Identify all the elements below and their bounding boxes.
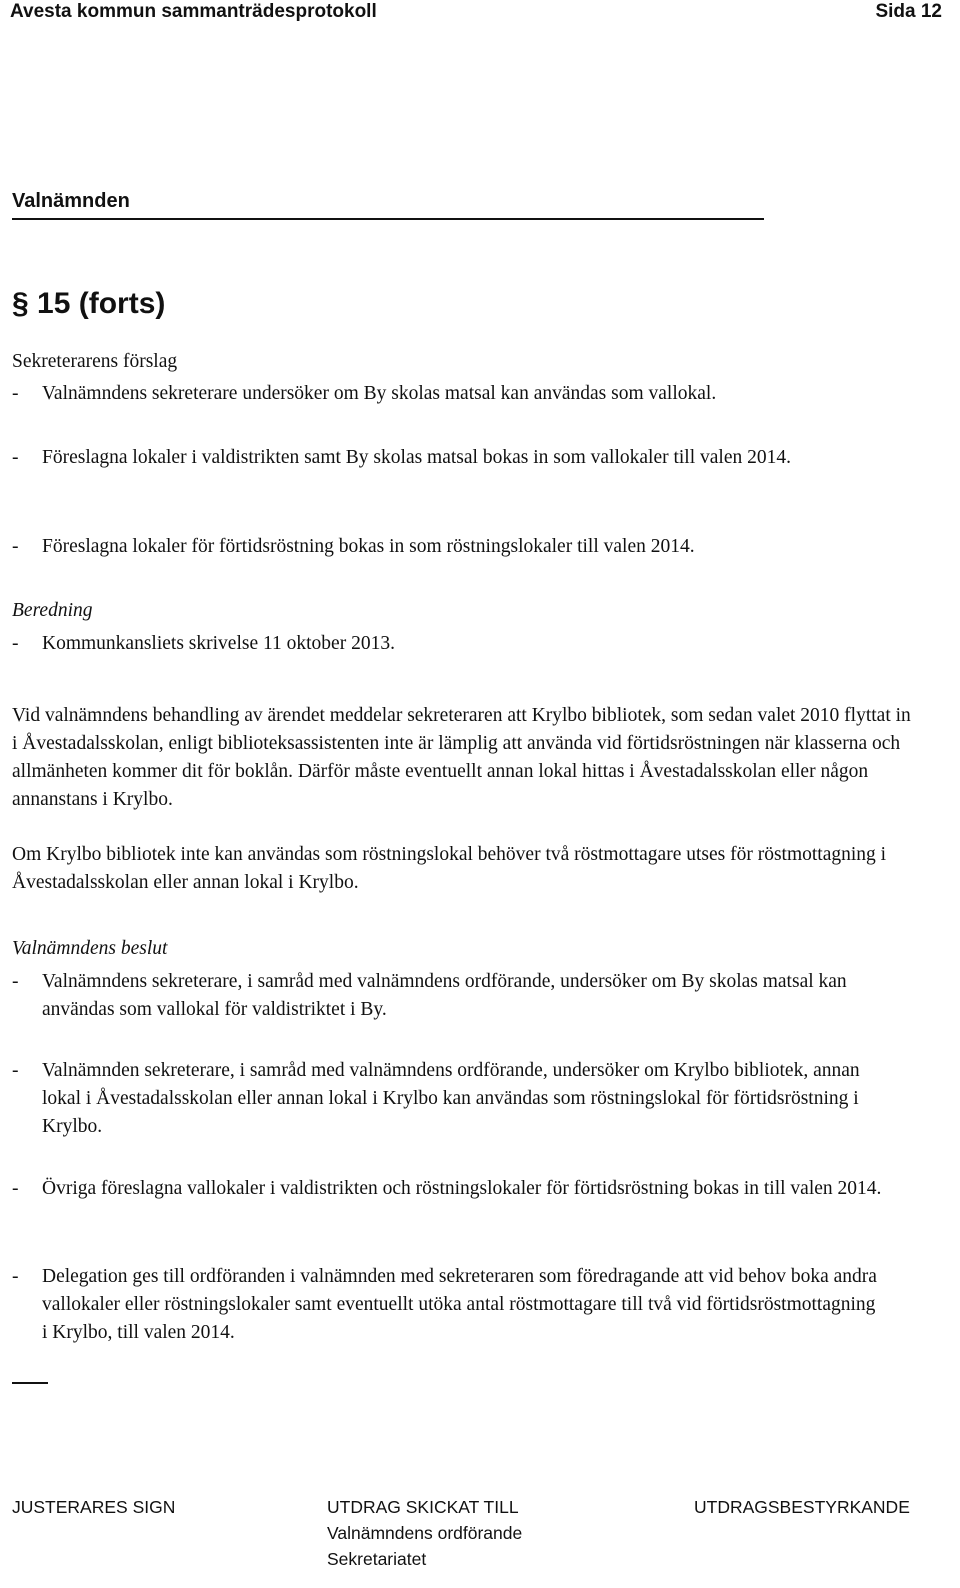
proposal-item-text: Valnämndens sekreterare undersöker om By skolas matsal kan användas som vallokal. <box>42 383 717 404</box>
bullet-dash: - <box>12 971 19 992</box>
closing-rule <box>12 1382 48 1384</box>
document-title: Avesta kommun sammanträdesprotokoll <box>10 1 377 22</box>
committee-name: Valnämnden <box>12 190 130 212</box>
decision-item <box>12 1263 882 1347</box>
bullet-dash: - <box>12 1060 19 1081</box>
footer-utdragsbestyrkande: UTDRAGSBESTYRKANDE <box>694 1497 910 1517</box>
page-number: Sida 12 <box>875 1 942 22</box>
proposal-item <box>12 533 912 561</box>
proposal-item <box>12 444 892 472</box>
bullet-dash: - <box>12 536 19 557</box>
decision-item-text: Övriga föreslagna vallokaler i valdistrikten och röstningslokaler för förtidsröstning bokas in till valen 2014. <box>42 1178 882 1199</box>
body-paragraph: Om Krylbo bibliotek inte kan användas som röstningslokal behöver två röstmottagare utses för röstmottagning i Åvestadalsskolan eller annan lokal i Krylbo. <box>12 844 887 893</box>
decision-item <box>12 1175 912 1203</box>
proposal-item-text: Föreslagna lokaler för förtidsröstning bokas in som röstningslokaler till valen 2014. <box>42 536 695 557</box>
body-paragraph: Vid valnämndens behandling av ärendet meddelar sekreteraren att Krylbo bibliotek, som sedan valet 2010 flyttat in i Åvestadalsskolan, enligt biblioteksassistenten inte är lämplig att använda vid förtidsröstningen när klasserna och allmänheten kommer dit för boklån. Därför måste eventuellt annan lokal hittas i Åvestadalsskolan eller någon annanstans i Krylbo. <box>12 705 911 810</box>
decision-item <box>12 1057 892 1141</box>
proposal-heading: Sekreterarens förslag <box>12 351 178 372</box>
section-title: § 15 (forts) <box>12 287 166 320</box>
proposal-item <box>12 380 912 408</box>
footer-justerares-sign: JUSTERARES SIGN <box>12 1497 176 1517</box>
preparation-item-text: Kommunkansliets skrivelse 11 oktober 2013. <box>42 633 395 654</box>
footer-utdrag-skickat-till: UTDRAG SKICKAT TILL <box>327 1497 519 1517</box>
decision-item-text: Valnämnden sekreterare, i samråd med valnämndens ordförande, undersöker om Krylbo bibliotek, annan lokal i Åvestadalsskolan eller annan lokal i Krylbo kan användas som röstningslokal för förtidsröstning i Krylbo. <box>42 1060 860 1137</box>
decision-item-text: Valnämndens sekreterare, i samråd med valnämndens ordförande, undersöker om By skolas matsal kan användas som vallokal för valdistriktet i By. <box>42 971 847 1020</box>
bullet-dash: - <box>12 447 19 468</box>
bullet-dash: - <box>12 383 19 404</box>
committee-underline <box>12 218 764 220</box>
decision-item <box>12 968 872 1024</box>
footer-recipient: Valnämndens ordförande <box>327 1523 523 1543</box>
bullet-dash: - <box>12 1266 19 1287</box>
decision-item-text: Delegation ges till ordföranden i valnämnden med sekreteraren som föredragande att vid behov boka andra vallokaler eller röstningslokaler samt eventuellt utöka antal röstmottagare till två vid förtidsröstmottagning i Krylbo, till valen 2014. <box>42 1266 877 1343</box>
proposal-item-text: Föreslagna lokaler i valdistrikten samt By skolas matsal bokas in som vallokaler till valen 2014. <box>42 447 791 468</box>
bullet-dash: - <box>12 633 19 654</box>
decision-heading: Valnämndens beslut <box>12 938 168 959</box>
footer-recipient: Sekretariatet <box>327 1549 427 1569</box>
preparation-heading: Beredning <box>12 600 93 621</box>
preparation-item <box>12 630 912 658</box>
bullet-dash: - <box>12 1178 19 1199</box>
